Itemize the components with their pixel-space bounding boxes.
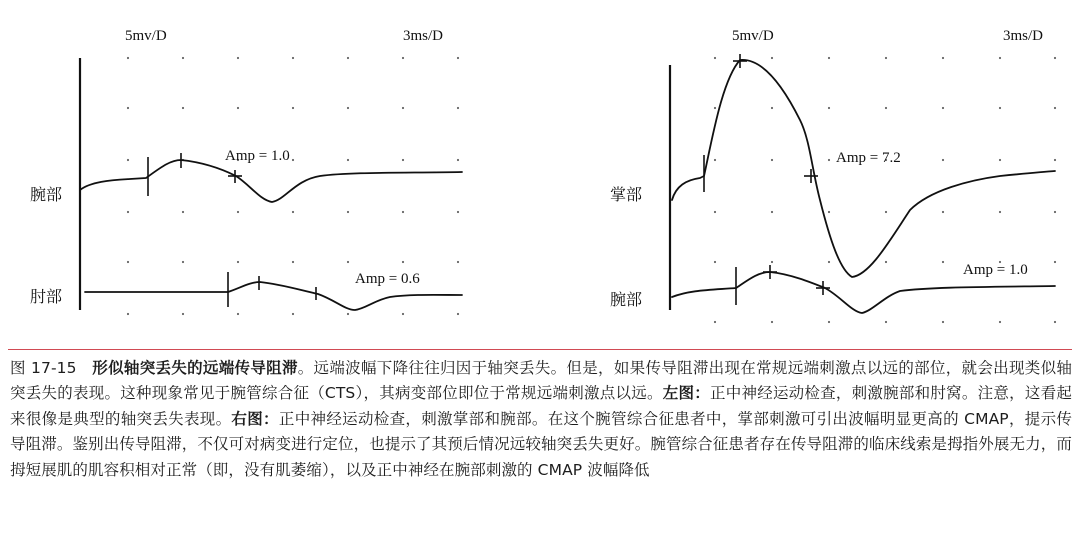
- grid-dot: [347, 107, 349, 109]
- grid-dot: [714, 159, 716, 161]
- grid-dot: [828, 261, 830, 263]
- right-sweep-label: 3ms/D: [1003, 28, 1044, 44]
- right-trace-1-site: 掌部: [610, 185, 643, 204]
- grid-dot: [942, 261, 944, 263]
- grid-dot: [292, 159, 294, 161]
- grid-dot: [771, 211, 773, 213]
- grid-dot: [457, 159, 459, 161]
- grid-dot: [127, 313, 129, 315]
- grid-dot: [885, 107, 887, 109]
- grid-dot: [127, 57, 129, 59]
- grid-dot: [182, 211, 184, 213]
- grid-dot: [828, 107, 830, 109]
- grid-dot: [457, 211, 459, 213]
- grid-dot: [942, 211, 944, 213]
- left-gain-label: 5mv/D: [125, 28, 167, 44]
- grid-dot: [292, 107, 294, 109]
- grid-dot: [347, 261, 349, 263]
- grid-dot: [1054, 107, 1056, 109]
- grid-dot: [237, 211, 239, 213]
- grid-dot: [999, 159, 1001, 161]
- grid-dot: [999, 57, 1001, 59]
- grid-dot: [1054, 261, 1056, 263]
- grid-dot: [182, 57, 184, 59]
- right-panel: [610, 28, 1055, 313]
- caption-text-1: 。远端波幅下降往往归因于轴突丢失。但是，如果传导阻滞出现在常规远端刺激点以远的部位，就会出现类似轴突丢失的表现。这种现象常见于腕管综合征（CTS），其病变部位即位于常规远端刺激点以远。: [10, 359, 1072, 403]
- grid-dot: [999, 321, 1001, 323]
- grid-dot: [127, 159, 129, 161]
- grid-dot: [237, 107, 239, 109]
- grid-dot: [771, 57, 773, 59]
- grid-dot: [714, 321, 716, 323]
- grid-dot: [714, 211, 716, 213]
- grid-dot: [1054, 321, 1056, 323]
- grid-dot: [885, 321, 887, 323]
- grid-dot: [292, 211, 294, 213]
- grid-dot: [347, 57, 349, 59]
- right-trace-2-waveform: [672, 272, 1055, 313]
- grid-dot: [347, 211, 349, 213]
- grid-dot: [828, 159, 830, 161]
- grid-dot: [182, 107, 184, 109]
- grid-dot: [828, 57, 830, 59]
- grid-dot: [347, 159, 349, 161]
- grid-dot: [885, 57, 887, 59]
- grid-dot: [292, 57, 294, 59]
- right-trace-2-site: 腕部: [610, 290, 643, 309]
- grid-dot: [347, 313, 349, 315]
- left-trace-2-site: 肘部: [30, 287, 63, 306]
- grid-dot: [127, 211, 129, 213]
- grid-dot: [714, 261, 716, 263]
- grid-dot: [127, 261, 129, 263]
- grid-dot: [402, 261, 404, 263]
- figure-caption: [10, 356, 1072, 483]
- grid-dot: [771, 261, 773, 263]
- grid-dot: [828, 211, 830, 213]
- caption-text-2: 正中神经运动检查，刺激腕部和肘窝。注意，这看起来很像是典型的轴突丢失表现。: [10, 384, 1072, 428]
- grid-dot: [457, 261, 459, 263]
- grid-dot: [457, 107, 459, 109]
- grid-dot: [771, 321, 773, 323]
- caption-divider: [8, 349, 1072, 350]
- grid-dot: [402, 159, 404, 161]
- grid-dot: [942, 57, 944, 59]
- left-trace-1-site: 腕部: [30, 185, 63, 204]
- grid-dot: [292, 261, 294, 263]
- caption-left-label: 左图：: [662, 384, 710, 403]
- figure-number: 图 17-15: [10, 359, 77, 377]
- left-panel: [30, 28, 462, 310]
- grid-dot: [292, 313, 294, 315]
- grid-dot: [457, 313, 459, 315]
- right-gain-label: 5mv/D: [732, 28, 774, 44]
- left-sweep-label: 3ms/D: [403, 28, 444, 44]
- figure-title: 形似轴突丢失的远端传导阻滞: [92, 359, 298, 377]
- right-trace-2-amp: Amp = 1.0: [963, 262, 1028, 278]
- grid-dot: [182, 261, 184, 263]
- right-trace-1-amp: Amp = 7.2: [836, 150, 901, 166]
- grid-dot: [771, 159, 773, 161]
- grid-dot: [1054, 57, 1056, 59]
- grid-dot: [402, 57, 404, 59]
- grid-dot: [714, 107, 716, 109]
- left-trace-1-waveform: [80, 160, 462, 202]
- grid-dot: [942, 159, 944, 161]
- grid-dot: [885, 261, 887, 263]
- grid-dot: [942, 321, 944, 323]
- grid-dot: [942, 107, 944, 109]
- grid-dot: [999, 107, 1001, 109]
- grid-dot: [237, 57, 239, 59]
- grid-dot: [237, 261, 239, 263]
- caption-right-label: 右图：: [231, 409, 279, 428]
- grid-dot: [1054, 211, 1056, 213]
- left-trace-1-amp: Amp = 1.0: [225, 148, 290, 164]
- grid-dot: [402, 313, 404, 315]
- grid-dot: [402, 211, 404, 213]
- grid-dot: [237, 313, 239, 315]
- grid-dot: [127, 107, 129, 109]
- grid-dot: [457, 57, 459, 59]
- grid-dot: [714, 57, 716, 59]
- grid-dot: [885, 211, 887, 213]
- grid-dot: [1054, 159, 1056, 161]
- caption-text-3: 正中神经运动检查，刺激掌部和腕部。在这个腕管综合征患者中，掌部刺激可引出波幅明显更高的 CMAP，提示传导阻滞。鉴别出传导阻滞，不仅可对病变进行定位，也提示了其预后情况远较轴突丢失更好。腕管综合征患者存在传导阻滞的临床线索是拇指外展无力，而拇短展肌的肌容积相对正常（即，没有肌萎缩），以及正中神经在腕部刺激的 CMAP 波幅降低: [10, 409, 1072, 479]
- grid-dot: [999, 211, 1001, 213]
- right-trace-1-waveform: [672, 60, 1055, 277]
- grid-dot: [771, 107, 773, 109]
- left-trace-2-amp: Amp = 0.6: [355, 271, 420, 287]
- grid-dot: [828, 321, 830, 323]
- grid-dot: [182, 313, 184, 315]
- grid-dot: [402, 107, 404, 109]
